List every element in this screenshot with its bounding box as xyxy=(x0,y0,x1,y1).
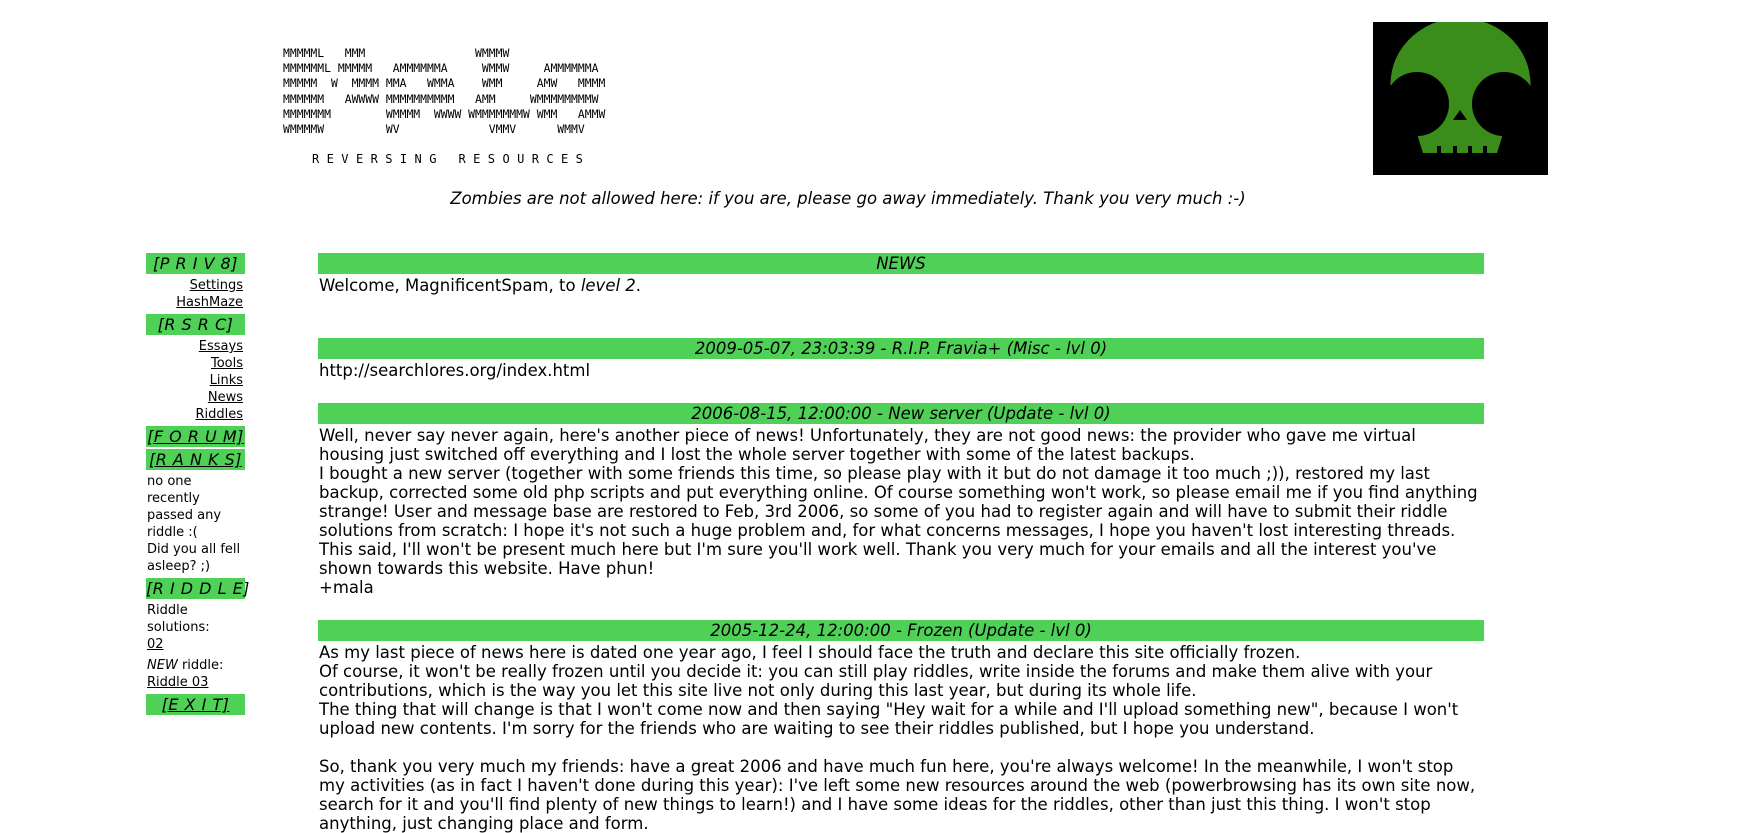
news-item-header: 2006-08-15, 12:00:00 - New server (Update - lvl 0) xyxy=(318,403,1484,424)
news-paragraph: The thing that will change is that I won't come now and then saying "Hey wait for a while and I'll upload something new", because I won't upload new contents. I'm sorry for the friends who are waiting to see their riddles published, but I hope you understand. xyxy=(319,700,1459,738)
welcome-suffix: . xyxy=(635,276,642,295)
welcome-prefix: Welcome, MagnificentSpam, to xyxy=(319,276,581,295)
news-paragraph: So, thank you very much my friends: have a great 2006 and have much fun here, you're always welcome! In the meanwhile, I won't stop my activities (as in fact I haven't done during this year): I've left some new resources around the web (powerbrowsing has its own site now, search for it and you'll find plenty of new things to learn!) and I have some ideas for the riddles, other than just this thing. I won't stop anything, just changing place and form. xyxy=(319,757,1476,833)
site-subtitle: R E V E R S I N G R E S O U R C E S xyxy=(312,152,584,166)
welcome-message xyxy=(318,274,1484,295)
news-signature: +mala xyxy=(319,578,374,597)
new-riddle-text: riddle: xyxy=(181,658,224,673)
sidebar-header-rsrc: [R S R C] xyxy=(146,314,245,335)
news-title: NEWS xyxy=(318,253,1484,274)
news-link[interactable]: News xyxy=(207,390,243,405)
news-item-body xyxy=(318,424,1484,597)
rsrc-links xyxy=(146,335,245,426)
essays-link[interactable]: Essays xyxy=(198,339,243,354)
forum-link[interactable]: [F O R U M] xyxy=(147,427,244,446)
news-item-body xyxy=(318,359,1484,380)
news-item-body xyxy=(318,641,1484,833)
user-level: level 2 xyxy=(580,276,636,295)
motto-text: Zombies are not allowed here: if you are, please go away immediately. Thank you very much :-) xyxy=(450,189,1246,208)
news-item-header: 2009-05-07, 23:03:39 - R.I.P. Fravia+ (Misc - lvl 0) xyxy=(318,338,1484,359)
news-paragraph: Well, never say never again, here's another piece of news! Unfortunately, they are not good news: the provider who gave me virtual housing just switched off everything and I lost the whole server together with some of the latest backups. xyxy=(319,426,1416,464)
news-paragraph: I bought a new server (together with some friends this time, so please play with it but do not damage it too much ;)), restored my last backup, corrected some old php scripts and put everything online. Of course something won't work, so please email me if you find anything strange! User and message base are restored to Feb, 3rd 2006, so some of you had to register again and will have to submit their riddle solutions from scratch: I hope it's not such a huge problem and, for what concerns messages, I hope you haven't lost interesting threads. xyxy=(319,464,1478,540)
ranks-link[interactable]: [R A N K S] xyxy=(146,449,245,470)
hashmaze-link[interactable]: HashMaze xyxy=(176,295,243,310)
news-paragraph xyxy=(319,738,1484,757)
new-tag: NEW xyxy=(147,658,178,673)
news-paragraph: http://searchlores.org/index.html xyxy=(319,361,591,380)
news-paragraph: This said, I'll won't be present much here but I'm sure you'll work well. Thank you very much for your emails and all the interest you've shown towards this website. Have phun! xyxy=(319,540,1437,578)
ranks-status: no one recently passed any riddle :( xyxy=(147,474,222,540)
news-paragraph: Of course, it won't be really frozen until you decide it: you can still play riddles, write inside the forums and make them alive with your contributions, which is the way you let this site live not only during this last year, but during its whole life. xyxy=(319,662,1433,700)
ranks-joke: Did you all fell asleep? ;) xyxy=(147,542,241,574)
sidebar xyxy=(146,253,250,715)
main-content xyxy=(318,253,1484,833)
riddle-solutions-label: Riddle solutions: xyxy=(147,603,210,635)
riddle-solutions-link[interactable]: 02 xyxy=(147,637,164,652)
settings-link[interactable]: Settings xyxy=(189,278,243,293)
news-paragraph: As my last piece of news here is dated one year ago, I feel I should face the truth and declare this site officially frozen. xyxy=(319,643,1301,662)
ranks-text xyxy=(146,470,245,578)
sidebar-header-riddle: [R I D D L E] xyxy=(146,579,250,598)
ascii-art-logo: MMMMML MMM WMMMW MMMMMML MMMMM AMMMMMMA WMMW AMMMMMMA MMMMM W MMMM MMA WMMA WMM AMW MMMM MMMMMM AWWWW MMMMMMMMMM AMM WMMMMMMMMW MMMMMMM WMMMM WWWW WMMMMMMMW WMM AMMW WMMMMW WV VMMV WMMV xyxy=(283,46,606,137)
tools-link[interactable]: Tools xyxy=(210,356,243,371)
riddle-info xyxy=(146,599,245,694)
news-item-header: 2005-12-24, 12:00:00 - Frozen (Update - lvl 0) xyxy=(318,620,1484,641)
riddles-link[interactable]: Riddles xyxy=(195,407,243,422)
skull-logo-icon xyxy=(1373,22,1548,175)
new-riddle-label xyxy=(147,657,245,674)
riddle-03-link[interactable]: Riddle 03 xyxy=(147,675,209,690)
priv8-links xyxy=(146,274,245,314)
exit-link[interactable]: [E X I T] xyxy=(146,694,245,715)
sidebar-header-priv8: [P R I V 8] xyxy=(146,253,245,274)
links-link[interactable]: Links xyxy=(209,373,243,388)
